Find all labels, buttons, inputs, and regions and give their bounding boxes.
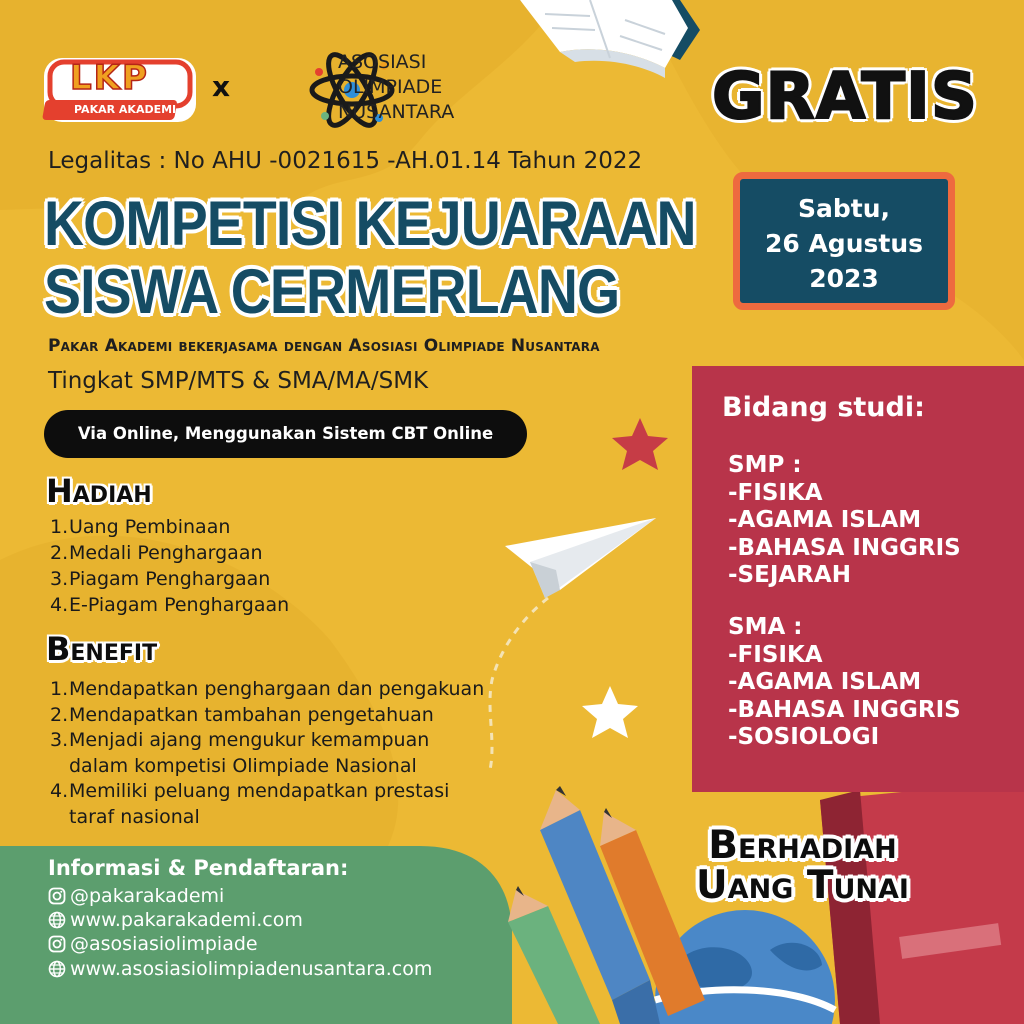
main-title-line: SISWA CERMERLANG [44, 257, 620, 327]
contact-text: @pakarakademi [70, 885, 225, 907]
instagram-icon [48, 935, 66, 953]
sma-label: SMA : [728, 614, 803, 640]
smp-label: SMP : [728, 452, 802, 478]
benefit-list [50, 677, 484, 830]
main-title-line: KOMPETISI KEJUARAAN [44, 189, 696, 259]
subject-item: -AGAMA ISLAM [728, 669, 922, 695]
subtitle: Pakar Akademi bekerjasama dengan Asosiasi Olimpiade Nusantara [48, 336, 600, 356]
globe-icon [48, 960, 66, 978]
date-line: Sabtu, [797, 194, 891, 223]
list-item: 2.Medali Penghargaan [50, 542, 263, 564]
contact-instagram-pakar[interactable] [48, 885, 224, 907]
list-item: 4.Memiliki peluang mendapatkan prestasi taraf nasional [50, 780, 450, 828]
paper-plane-icon [490, 518, 656, 770]
lkp-logo-subtext: PAKAR AKADEMI [74, 103, 177, 116]
smp-subjects [728, 452, 961, 590]
hadiah-list [50, 514, 289, 618]
instagram-icon [48, 887, 66, 905]
subject-item: -BAHASA INGGRIS [728, 696, 961, 723]
subject-item: -AGAMA ISLAM [728, 507, 922, 533]
list-item: 2.Mendapatkan tambahan pengetahuan [50, 703, 434, 726]
list-item: 4.E-Piagam Penghargaan [50, 594, 290, 616]
level-text: Tingkat SMP/MTS & SMA/MA/SMK [48, 368, 429, 394]
hadiah-heading: Hadiah [46, 472, 152, 510]
aon-logo-text [338, 50, 454, 125]
date-line: 26 Agustus [764, 229, 924, 258]
berhadiah-uang-tunai [696, 823, 909, 908]
aon-line: NUSANTARA [338, 101, 455, 123]
list-item: 3.Piagam Penghargaan [50, 568, 271, 590]
lkp-logo-text: LKP [70, 58, 149, 98]
contact-text: @asosiasiolimpiade [70, 933, 258, 955]
sma-subjects [728, 614, 961, 752]
berhadiah-line: Uang Tunai [696, 863, 909, 908]
online-badge: Via Online, Menggunakan Sistem CBT Online [44, 410, 527, 458]
subject-item: -SOSIOLOGI [728, 724, 880, 750]
gratis-label: GRATIS [712, 60, 978, 134]
contact-instagram-asosiasi[interactable] [48, 933, 258, 955]
aon-line: OLIMPIADE [338, 76, 443, 98]
contact-web-asosiasi[interactable] [48, 958, 432, 980]
logo-separator: x [212, 70, 231, 103]
date-line: 2023 [809, 264, 879, 293]
contact-text: www.pakarakademi.com [70, 909, 303, 931]
legal-text: Legalitas : No AHU -0021615 -AH.01.14 Tahun 2022 [48, 148, 643, 174]
aon-line: ASOSIASI [338, 51, 427, 73]
main-title [44, 190, 696, 326]
contact-web-pakar[interactable] [48, 909, 303, 931]
globe-icon [48, 911, 66, 929]
berhadiah-line: Berhadiah [708, 823, 897, 868]
subject-item: -SEJARAH [728, 562, 851, 588]
bidang-studi-title: Bidang studi: [722, 392, 925, 423]
subject-item: -BAHASA INGGRIS [728, 534, 961, 561]
list-item: 3.Menjadi ajang mengukur kemampuan dalam kompetisi Olimpiade Nasional [50, 729, 430, 777]
date-box [733, 172, 955, 310]
benefit-heading: Benefit [46, 630, 158, 668]
info-title: Informasi & Pendaftaran: [48, 856, 349, 880]
list-item: 1.Uang Pembinaan [50, 516, 231, 538]
list-item: 1.Mendapatkan penghargaan dan pengakuan [50, 678, 485, 700]
subject-item: -FISIKA [728, 641, 823, 668]
contact-text: www.asosiasiolimpiadenusantara.com [70, 958, 433, 980]
star-icon [582, 686, 638, 738]
star-icon [612, 418, 668, 470]
book-icon [520, 0, 700, 78]
subject-item: -FISIKA [728, 479, 823, 506]
